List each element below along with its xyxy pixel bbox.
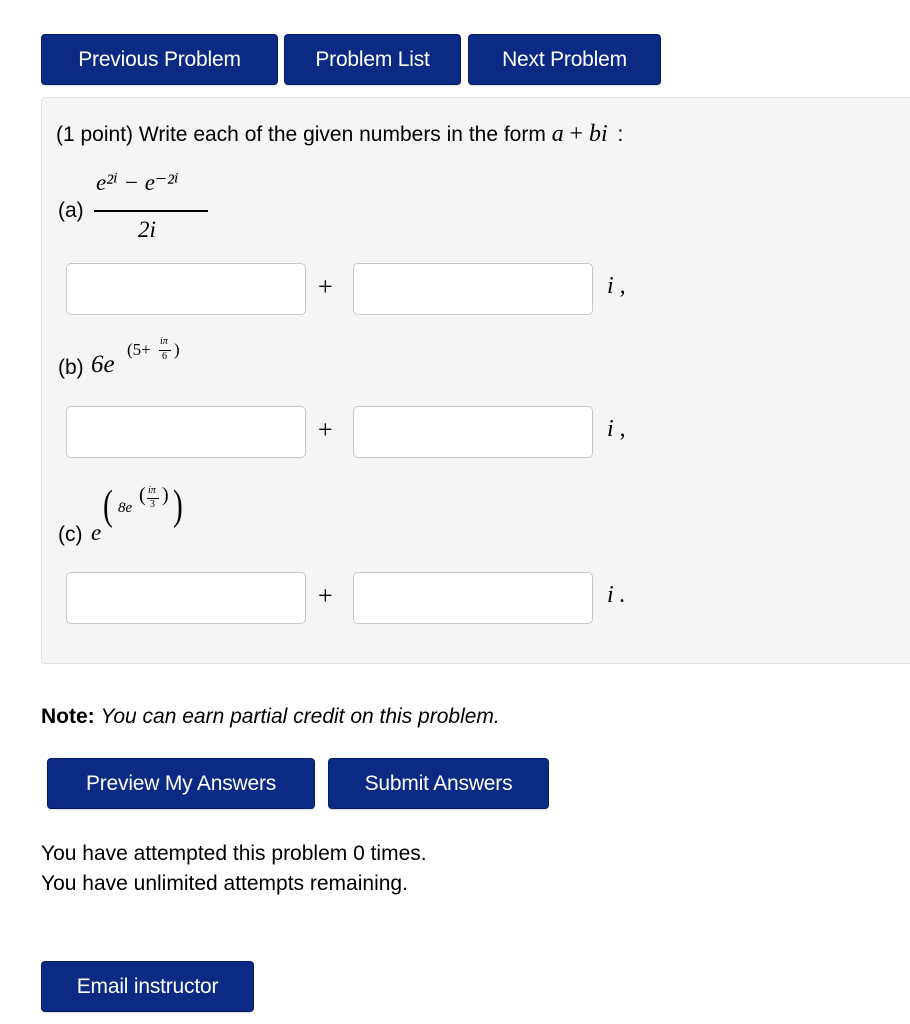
part-a-real-input[interactable] xyxy=(66,263,306,315)
part-a-suffix: i , xyxy=(607,273,626,299)
part-c-inner-coef: 8e xyxy=(118,500,133,516)
part-c-inner-num: iπ xyxy=(148,485,156,496)
part-b-plus: + xyxy=(318,415,333,444)
part-c-inner xyxy=(118,500,132,517)
part-c-inner-open: ( xyxy=(139,484,146,506)
part-b-exp-num: iπ xyxy=(160,336,168,347)
part-c-label: (c) xyxy=(58,523,83,546)
note-label: Note: xyxy=(41,705,95,728)
part-b-exponent-open: (5+ xyxy=(127,340,151,359)
attempts-remaining-text: You have unlimited attempts remaining. xyxy=(41,872,408,895)
part-c-close-paren: ) xyxy=(173,483,183,529)
part-b-coef: 6e xyxy=(91,351,115,378)
part-a-denominator: 2i xyxy=(138,217,156,242)
part-c-suffix: i . xyxy=(607,582,626,608)
email-instructor-button[interactable]: Email instructor xyxy=(41,961,254,1012)
next-problem-button[interactable]: Next Problem xyxy=(468,34,661,85)
part-b-exp-den: 6 xyxy=(162,351,167,362)
form-colon: : xyxy=(617,123,624,146)
partial-credit-note xyxy=(41,705,500,729)
part-c-real-input[interactable] xyxy=(66,572,306,624)
part-a-imag-input[interactable] xyxy=(353,263,593,315)
form-plus: + xyxy=(569,121,584,147)
form-a: a xyxy=(551,121,564,147)
form-bi: bi xyxy=(588,121,608,147)
problem-intro xyxy=(56,121,623,148)
part-a-label: (a) xyxy=(58,199,84,222)
part-c-base: e xyxy=(91,520,102,545)
part-b-suffix: i , xyxy=(607,416,626,442)
problem-list-button[interactable]: Problem List xyxy=(284,34,461,85)
note-text: You can earn partial credit on this problem. xyxy=(100,705,500,728)
part-b-expression xyxy=(91,351,115,379)
part-b-label: (b) xyxy=(58,356,84,379)
part-a-fraction-line xyxy=(94,210,208,212)
part-c-inner-den: 3 xyxy=(150,499,155,510)
preview-answers-button[interactable]: Preview My Answers xyxy=(47,758,315,809)
part-b-imag-input[interactable] xyxy=(353,406,593,458)
part-b-real-input[interactable] xyxy=(66,406,306,458)
part-b-exponent-close: ) xyxy=(174,340,180,359)
part-c-inner-close: ) xyxy=(162,484,169,506)
problem-intro-text: (1 point) Write each of the given numbers in the form xyxy=(56,123,546,146)
submit-answers-button[interactable]: Submit Answers xyxy=(328,758,549,809)
attempts-count-text: You have attempted this problem 0 times. xyxy=(41,842,427,865)
part-c-imag-input[interactable] xyxy=(353,572,593,624)
part-a-numerator: e²ⁱ − e⁻²ⁱ xyxy=(96,170,179,195)
part-c-open-paren: ( xyxy=(103,483,113,529)
previous-problem-button[interactable]: Previous Problem xyxy=(41,34,278,85)
part-c-plus: + xyxy=(318,581,333,610)
part-a-plus: + xyxy=(318,272,333,301)
